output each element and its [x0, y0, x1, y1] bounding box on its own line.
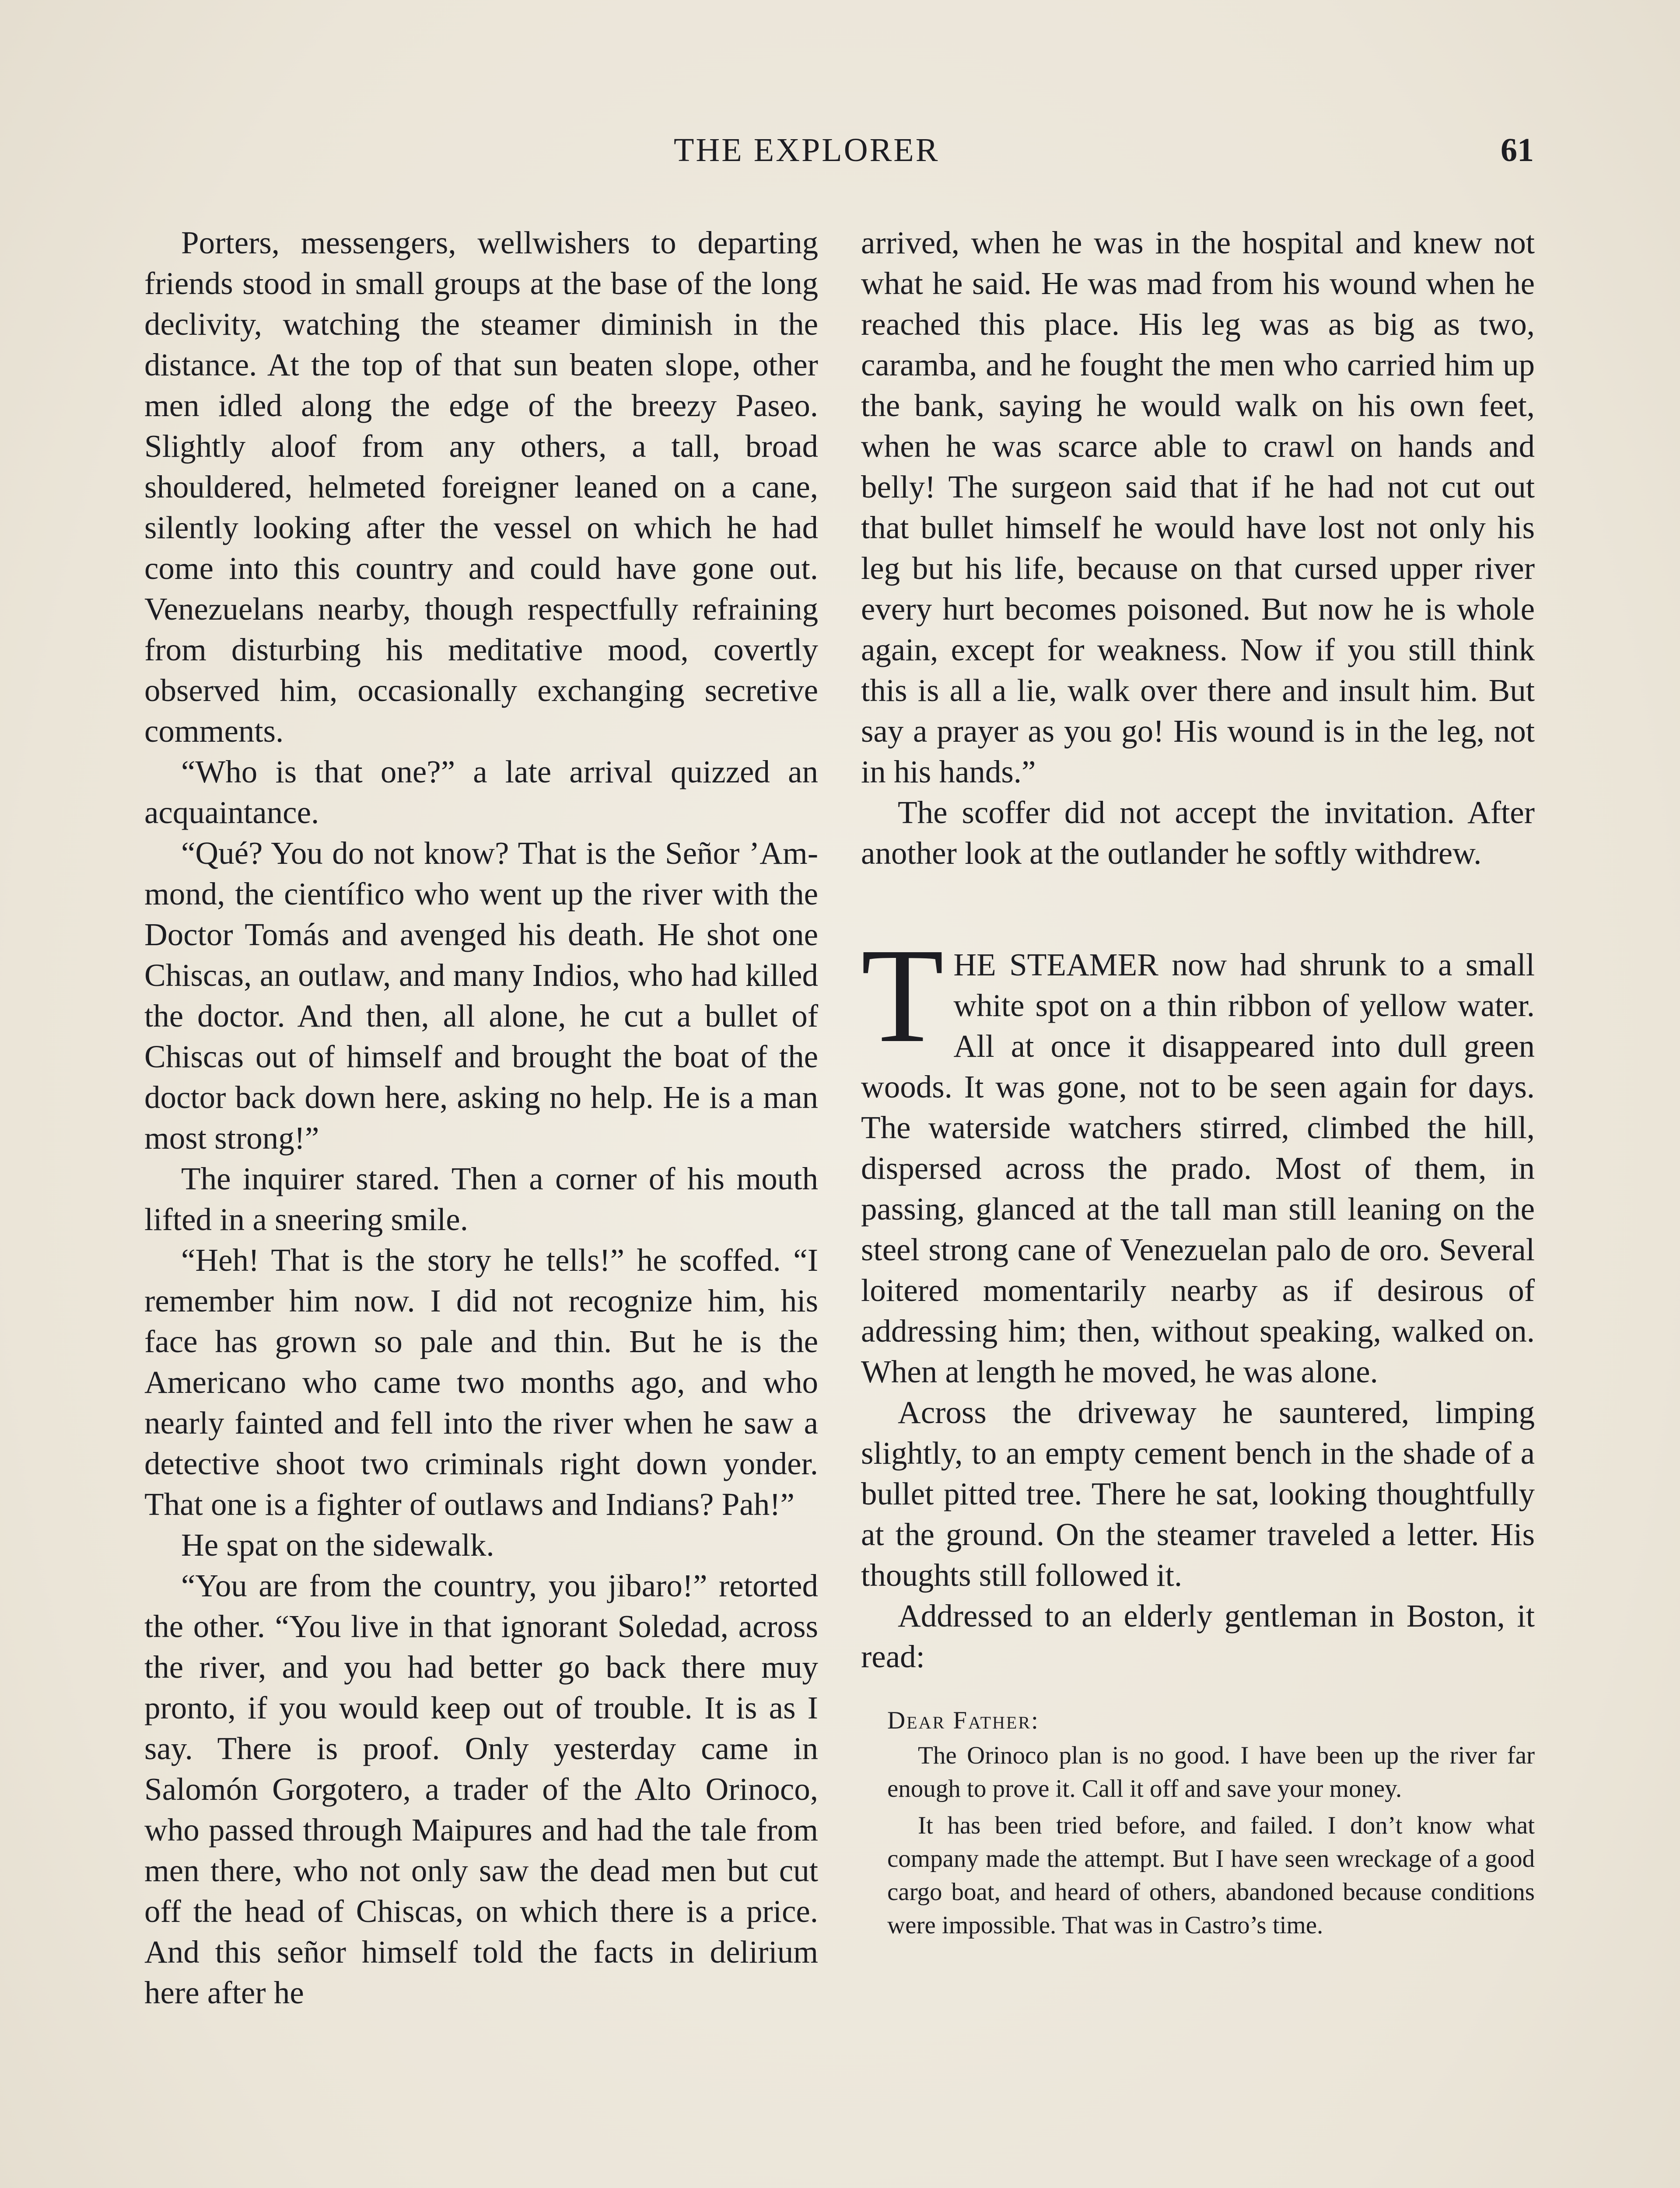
letter-salutation: Dear Father:	[887, 1707, 1040, 1734]
paragraph: The scoffer did not accept the invitation. After another look at the outlander he softly withdrew.	[861, 795, 1535, 871]
paragraph: Addressed to an elderly gentleman in Boston, it read:	[861, 1598, 1535, 1674]
drop-cap-lead-words: HE STEAMER	[953, 947, 1158, 982]
section-break	[861, 873, 1535, 944]
paragraph: He spat on the sidewalk.	[181, 1527, 494, 1563]
drop-cap-paragraph	[861, 921, 1535, 1392]
drop-cap-paragraph-text: now had shrunk to a small white spot on a thin ribbon of yellow water. All at once it disappeared into dull green woods. It was gone, not to be seen again for days. The waterside watchers stirred, climbed the hill, dispersed across the prado. Most of them, in passing, glanced at the tall man still leaning on the steel strong cane of Venezuelan palo de oro. Several loitered momentarily nearby as if desirous of addressing him; then, without speaking, walked on. When at length he moved, he was alone.	[861, 947, 1535, 1389]
right-column	[861, 222, 1535, 1942]
paragraph: Porters, messengers, wellwishers to departing friends stood in small groups at the base of the long declivity, watching the steamer diminish in the distance. At the top of that sun beaten slope, other men idled along the edge of the breezy Paseo. Slightly aloof from any others, a tall, broad shouldered, helmeted foreigner leaned on a cane, silently looking after the vessel on which he had come into this country and could have gone out. Venezuelans nearby, though respectfully refraining from disturbing his meditative mood, covertly observed him, occasionally exchanging secretive comments.	[144, 225, 818, 749]
paragraph: Across the driveway he sauntered, limping slightly, to an empty cement bench in the shade of a bullet pitted tree. There he sat, looking thoughtfully at the ground. On the steamer traveled a letter. His thoughts still followed it.	[861, 1395, 1535, 1593]
running-title: THE EXPLORER	[674, 132, 940, 168]
paragraph: “Qué? You do not know? That is the Señor ’Am-mond, the científico who went up the river with the Doctor Tomás and avenged his death. He shot one Chiscas, an outlaw, and many Indios, who had killed the doctor. And then, all alone, he cut a bullet of Chiscas out of himself and brought the boat of the doctor back down here, asking no help. He is a man most strong!”	[144, 835, 818, 1156]
continued-paragraph: arrived, when he was in the hospital and knew not what he said. He was mad from his wound when he reached this place. His leg was as big as two, caramba, and he fought the men who carried him up the bank, saying he would walk on his own feet, when he was scarce able to crawl on hands and belly! The surgeon said that if he had not cut out that bullet himself he would have lost not only his leg but his life, because on that cursed upper river every hurt becomes poisoned. But now he is whole again, except for weakness. Now if you still think this is all a lie, walk over there and insult him. But say a prayer as you go! His wound is in the leg, not in his hands.”	[861, 225, 1535, 789]
left-column	[144, 222, 818, 2013]
paragraph: “You are from the country, you jibaro!” retorted the other. “You live in that ignorant Soledad, across the river, and you had better go back there muy pronto, if you would keep out of trouble. It is as I say. There is proof. Only yesterday came in Salomón Gorgotero, a trader of the Alto Orinoco, who passed through Maipures and had the tale from men there, who not only saw the dead men but cut off the head of Chiscas, on which there is a price. And this señor himself told the facts in delirium here after he	[144, 1568, 818, 2010]
paragraph: “Heh! That is the story he tells!” he scoffed. “I remember him now. I did not recognize him, his face has grown so pale and thin. But he is the Americano who came two months ago, and who nearly fainted and fell into the river when he saw a detective shoot two criminals right down yonder. That one is a fighter of outlaws and Indians? Pah!”	[144, 1242, 818, 1522]
quoted-letter	[861, 1704, 1535, 1942]
letter-paragraph: The Orinoco plan is no good. I have been up the river far enough to prove it. Call it off and save your money.	[887, 1742, 1535, 1802]
page-number: 61	[1501, 132, 1534, 168]
paragraph: The inquirer stared. Then a corner of his mouth lifted in a sneering smile.	[144, 1161, 818, 1237]
drop-cap: T	[861, 921, 944, 1071]
letter-paragraph: It has been tried before, and failed. I don’t know what company made the attempt. But I have seen wreckage of a good cargo boat, and heard of others, abandoned because conditions were impossible. That was in Castro’s time.	[887, 1812, 1535, 1939]
paragraph: “Who is that one?” a late arrival quizzed an acquaintance.	[144, 754, 818, 830]
